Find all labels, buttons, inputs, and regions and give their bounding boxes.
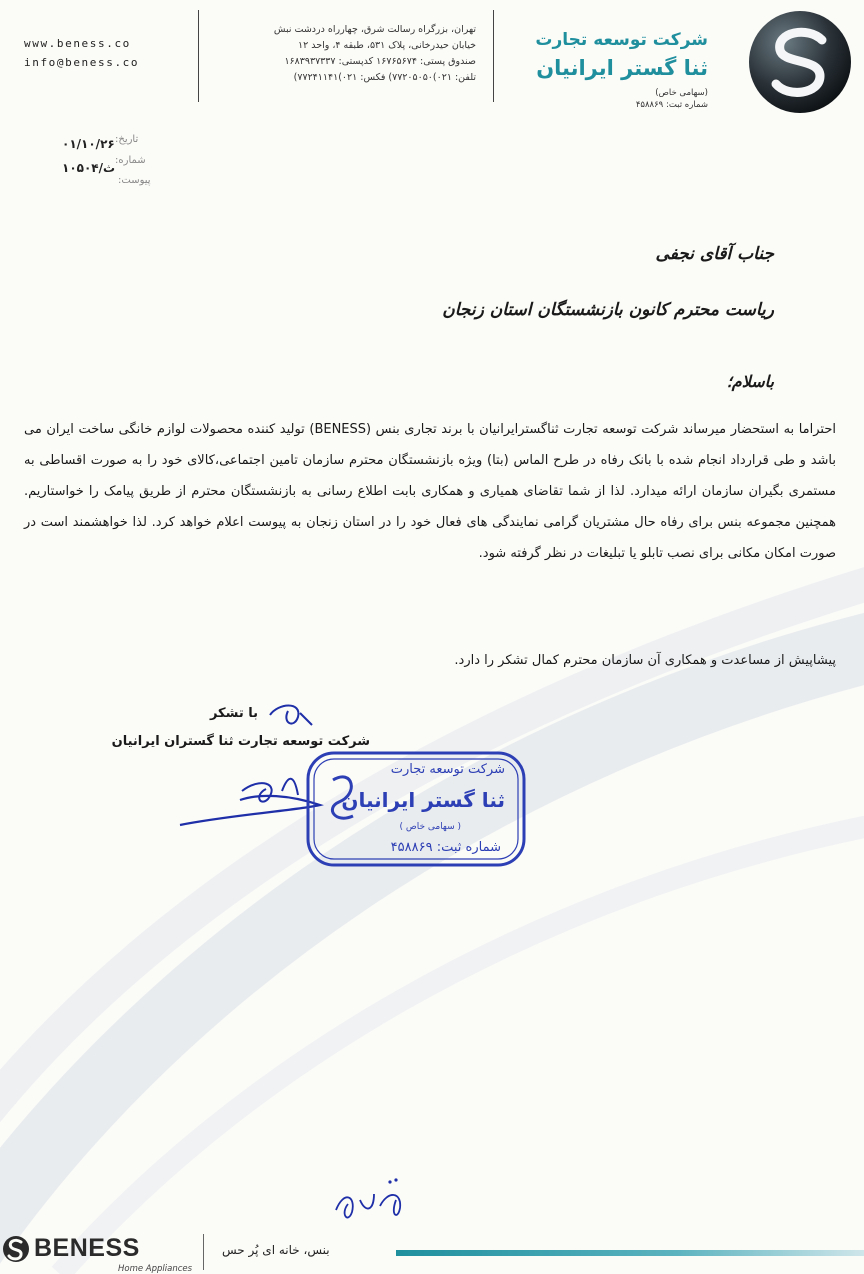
handwritten-note-icon [330,1170,420,1230]
recipient-name: جناب آقای نجفی [655,244,774,264]
company-name-line1: شرکت توسعه تجارت [535,30,708,50]
address-line1: تهران، بزرگراه رسالت شرق، چهارراه دردشت نبش [273,24,476,35]
beness-footer-logo-icon [2,1234,30,1264]
stamp-line2: ثنا گستر ایرانیان [341,788,505,812]
email: info@beness.co [24,56,140,69]
signatory: شرکت توسعه تجارت ثنا گستران ایرانیان [111,734,370,749]
date-label: تاریخ: [115,134,139,145]
body-paragraph-1: احتراما به استحضار میرساند شرکت توسعه تجارت ثناگسترایرانیان با برند تجاری بنس (BENESS) تولید کننده محصولات لوازم خانگی ساخت ایران می باشد و طی قرارداد انجام شده با بانک رفاه در طرح الماس (بتا) ویژه بازنشستگان محترم سازمان تامین اجتماعی،کالای خود را به صورت اقساطی به مستمری بگیران سازمان ارائه میدارد. لذا از شما تقاضای همیاری و همکاری بابت اطلاع رسانی به بازنشستگان محترم از طریق پیامک را خواستاریم. همچنین مجموعه بنس برای رفاه حال مشتریان گرامی نمایندگی های فعال خود را در استان زنجان به پیوست اعلام خواهد کرد. لذا خواهشمند است در صورت امکان مکانی برای نصب تابلو یا تبلیغات در نظر گرفته شود. [24,422,836,561]
company-type: (سهامی خاص) [655,88,708,98]
date-value: ۰۱/۱۰/۲۶ [62,137,115,151]
company-name-line2: ثنا گستر ایرانیان [536,56,708,80]
footer-accent-bar [396,1250,864,1256]
footer-tagline: بنس، خانه ای پُر حس [222,1243,330,1257]
footer-brand-sub: Home Appliances [118,1264,193,1274]
stamp-line1: شرکت توسعه تجارت [390,762,505,777]
number-label: شماره: [115,155,146,166]
po-box: صندوق پستی: ۱۶۷۶۵۶۷۴ کدپستی: ۱۶۸۳۹۳۷۳۳۷ [284,56,476,67]
stamp-line4: شماره ثبت: ۴۵۸۸۶۹ [390,840,501,855]
footer-brand: BENESS [34,1234,140,1262]
website: www.beness.co [24,37,131,50]
registration-number: شماره ثبت: ۴۵۸۸۶۹ [635,100,708,110]
address-line2: خیابان حیدرخانی، پلاک ۵۳۱، طبقه ۴، واحد ۱۲ [297,40,476,51]
body-paragraph-2: پیشاپیش از مساعدت و همکاری آن سازمان محترم کمال تشکر را دارد. [454,653,836,668]
phone-fax: تلفن: ۰۲۱)۷۷۲۰۵۰۵۰) فکس: ۰۲۱)۷۷۲۴۱۱۴۱) [293,72,476,83]
stamp-line3: ( سهامی خاص ) [399,822,461,832]
greeting: باسلام؛ [726,372,774,391]
attachment-label: پیوست: [118,175,151,186]
closing: با تشکر [209,706,258,721]
header-divider-right [493,10,494,102]
header-divider-left [198,10,199,102]
company-logo-icon [748,10,852,114]
recipient-title: ریاست محترم کانون بازنشستگان استان زنجان [442,300,774,320]
footer-divider [203,1234,204,1270]
number-value: ث/۱۰۵۰۴ [62,161,116,175]
company-stamp [305,750,527,868]
